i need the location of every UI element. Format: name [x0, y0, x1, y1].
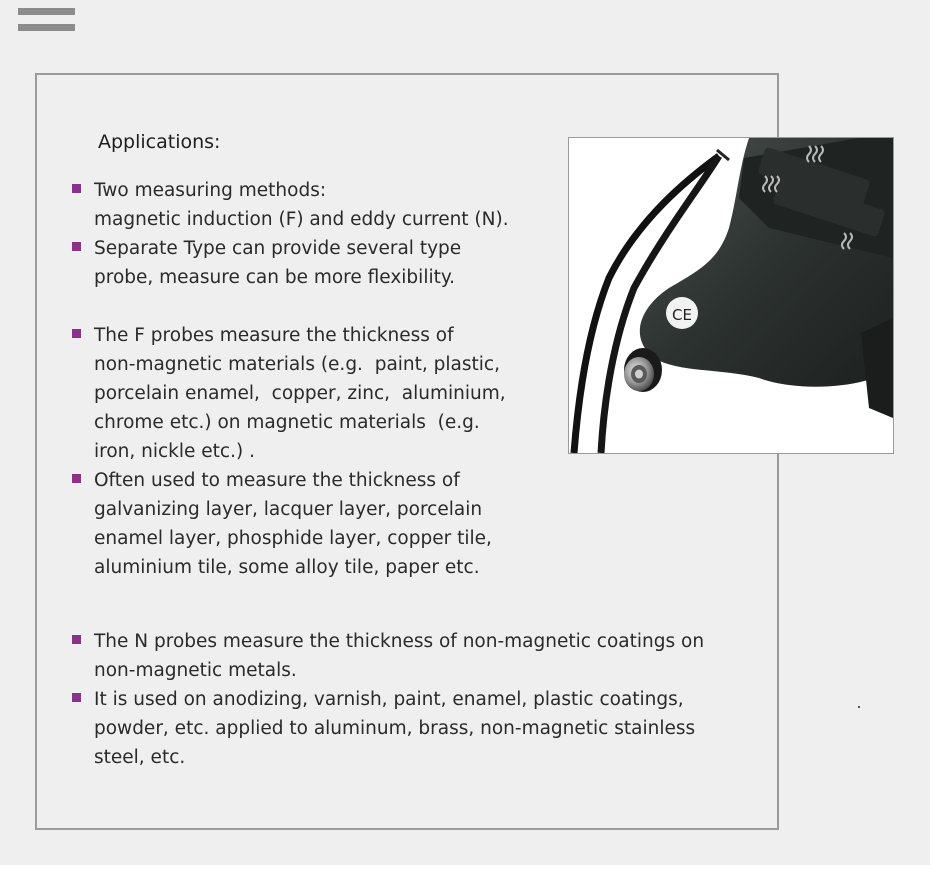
bullet-text: Two measuring methods: magnetic induction (F) and eddy current (N). [94, 180, 509, 230]
gauge-illustration [569, 138, 893, 453]
thickness-gauge-photo [568, 137, 894, 454]
bullet-text: Separate Type can provide several type probe, measure can be more flexibility. [94, 238, 462, 288]
bullet-square-icon [72, 693, 81, 702]
bullet-square-icon [72, 474, 81, 483]
hamburger-menu-icon[interactable] [18, 8, 75, 32]
bullet-square-icon [72, 329, 81, 338]
applications-heading: Applications: [98, 131, 221, 153]
bullet-text: Often used to measure the thickness of galvanizing layer, lacquer layer, porcelain enamel layer, phosphide layer, copper tile, aluminium tile, some alloy tile, paper etc. [94, 470, 492, 578]
bullet-square-icon [72, 242, 81, 251]
stray-dot [858, 706, 860, 708]
bullet-text: The N probes measure the thickness of non-magnetic coatings on non-magnetic metals. [94, 631, 705, 681]
menu-bar-top [18, 8, 75, 15]
bullet-square-icon [72, 635, 81, 644]
svg-text:CE: CE [672, 306, 692, 324]
bullet-text: The F probes measure the thickness of non-magnetic materials (e.g. paint, plastic, porcelain enamel, copper, zinc, aluminium, chrome etc.) on magnetic materials (e.g. iron, nickle etc.) . [94, 325, 506, 462]
bullet-text: It is used on anodizing, varnish, paint, enamel, plastic coatings, powder, etc. applied to aluminum, brass, non-magnetic stainless steel, etc. [94, 689, 696, 768]
menu-bar-bottom [18, 24, 75, 31]
bullet-square-icon [72, 184, 81, 193]
